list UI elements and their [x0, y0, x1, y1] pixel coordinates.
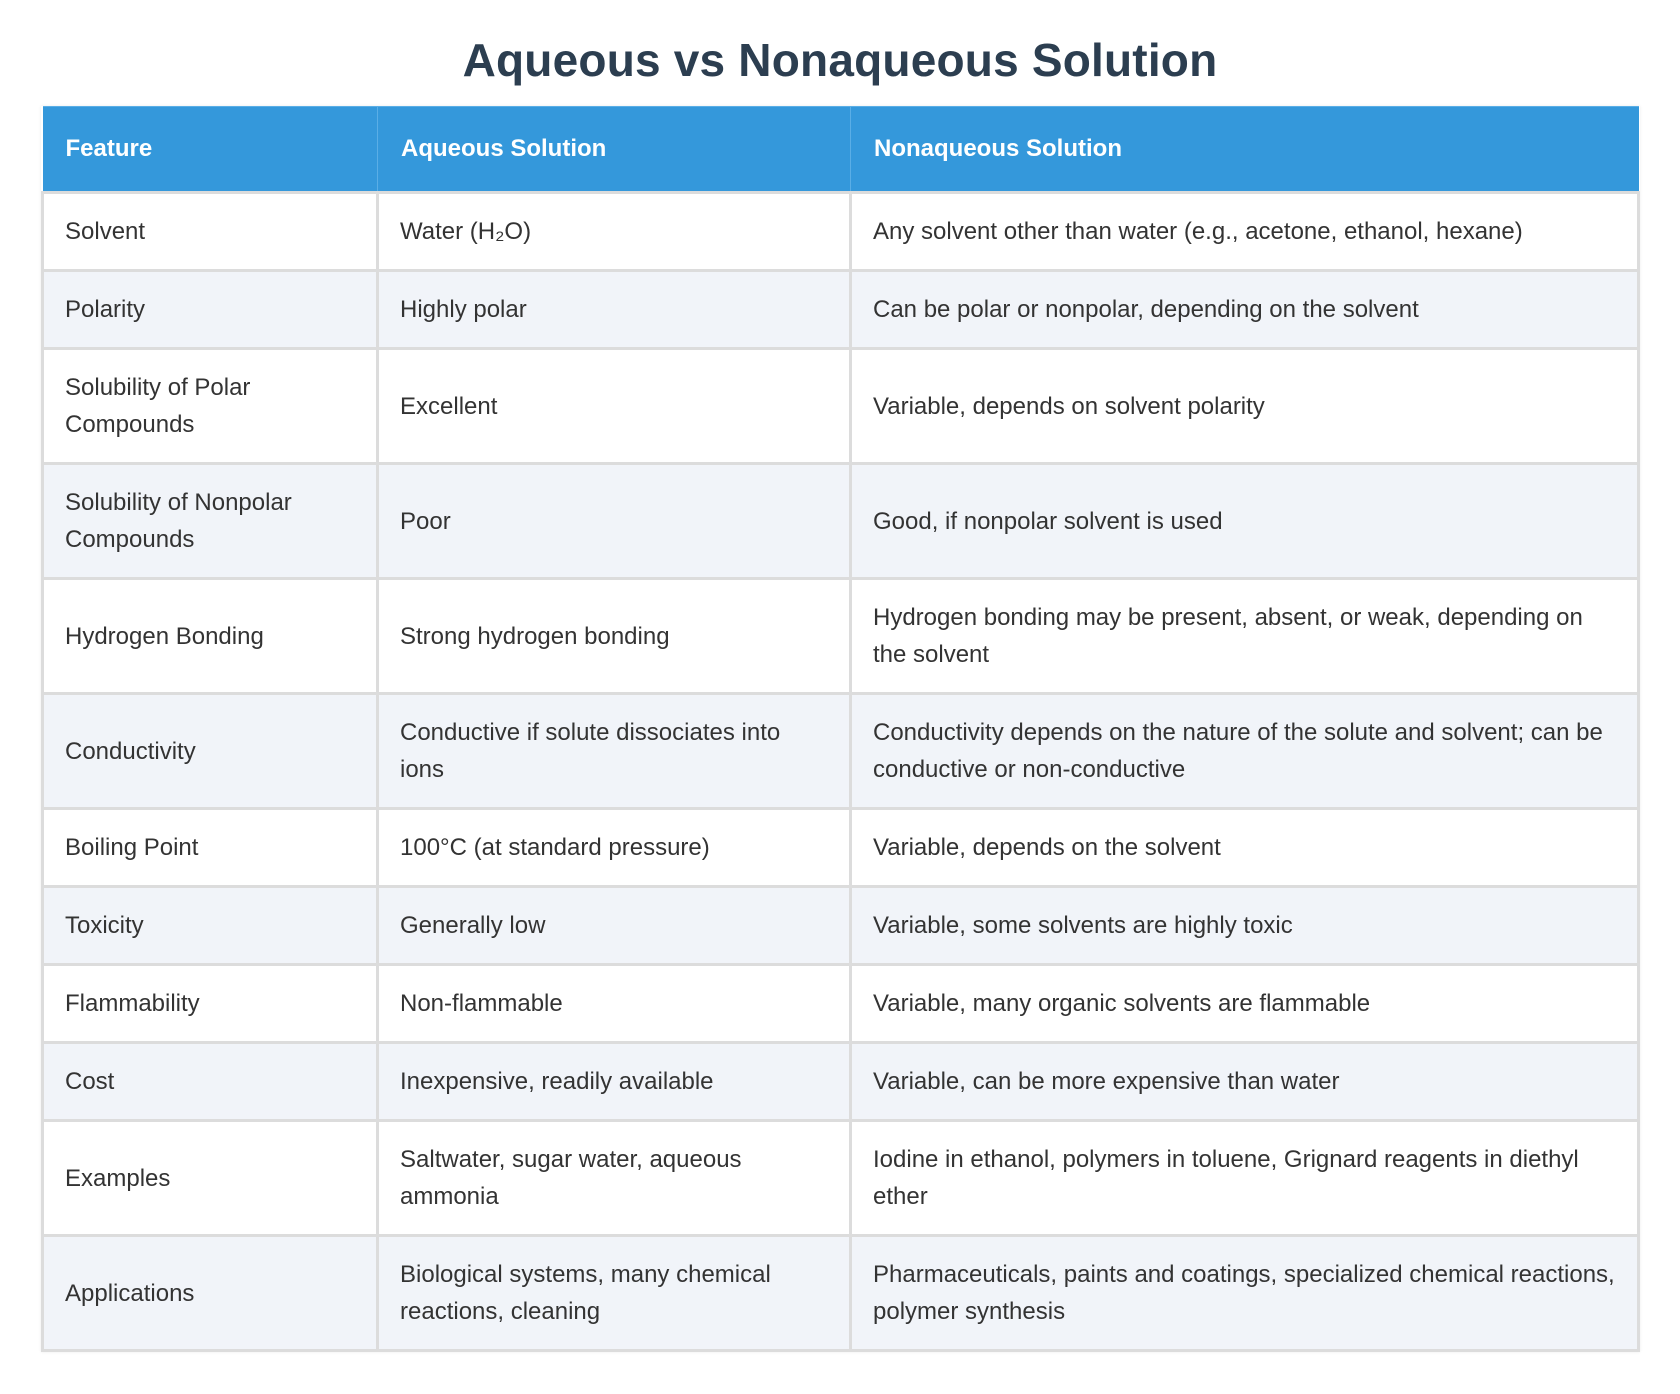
- cell-feature: Toxicity: [43, 887, 378, 965]
- table-row: [43, 1043, 1639, 1121]
- cell-feature: Conductivity: [43, 694, 378, 809]
- cell-aqueous: Saltwater, sugar water, aqueous ammonia: [378, 1121, 851, 1236]
- table-header: [43, 107, 1639, 193]
- cell-nonaqueous: Variable, some solvents are highly toxic: [851, 887, 1639, 965]
- table-row: [43, 193, 1639, 271]
- cell-aqueous: Poor: [378, 464, 851, 579]
- header-feature: Feature: [43, 107, 378, 193]
- header-row: [43, 107, 1639, 193]
- table-row: [43, 809, 1639, 887]
- cell-aqueous: Generally low: [378, 887, 851, 965]
- cell-nonaqueous: Any solvent other than water (e.g., acetone, ethanol, hexane): [851, 193, 1639, 271]
- page-title: Aqueous vs Nonaqueous Solution: [462, 34, 1218, 86]
- comparison-table: [41, 106, 1640, 1352]
- table-row: [43, 579, 1639, 694]
- cell-feature: Solubility of Nonpolar Compounds: [43, 464, 378, 579]
- cell-nonaqueous: Pharmaceuticals, paints and coatings, specialized chemical reactions, polymer synthesis: [851, 1236, 1639, 1351]
- cell-nonaqueous: Iodine in ethanol, polymers in toluene, Grignard reagents in diethyl ether: [851, 1121, 1639, 1236]
- table-row: [43, 965, 1639, 1043]
- table-row: [43, 464, 1639, 579]
- table-row: [43, 694, 1639, 809]
- cell-feature: Solvent: [43, 193, 378, 271]
- cell-nonaqueous: Variable, depends on the solvent: [851, 809, 1639, 887]
- cell-nonaqueous: Good, if nonpolar solvent is used: [851, 464, 1639, 579]
- table-body: [43, 193, 1639, 1351]
- cell-aqueous: Non-flammable: [378, 965, 851, 1043]
- cell-feature: Flammability: [43, 965, 378, 1043]
- cell-nonaqueous: Conductivity depends on the nature of the solute and solvent; can be conductive or non-conductive: [851, 694, 1639, 809]
- table-row: [43, 1121, 1639, 1236]
- header-nonaqueous: Nonaqueous Solution: [851, 107, 1639, 193]
- cell-nonaqueous: Variable, can be more expensive than water: [851, 1043, 1639, 1121]
- cell-aqueous: Conductive if solute dissociates into ions: [378, 694, 851, 809]
- cell-feature: Applications: [43, 1236, 378, 1351]
- cell-aqueous: 100°C (at standard pressure): [378, 809, 851, 887]
- cell-aqueous: Biological systems, many chemical reactions, cleaning: [378, 1236, 851, 1351]
- cell-aqueous: Strong hydrogen bonding: [378, 579, 851, 694]
- cell-feature: Solubility of Polar Compounds: [43, 349, 378, 464]
- cell-aqueous: Inexpensive, readily available: [378, 1043, 851, 1121]
- cell-aqueous: Water (H₂O): [378, 193, 851, 271]
- table-row: [43, 1236, 1639, 1351]
- cell-nonaqueous: Hydrogen bonding may be present, absent, or weak, depending on the solvent: [851, 579, 1639, 694]
- cell-feature: Cost: [43, 1043, 378, 1121]
- table-row: [43, 887, 1639, 965]
- cell-feature: Examples: [43, 1121, 378, 1236]
- cell-aqueous: Excellent: [378, 349, 851, 464]
- comparison-table-container: [41, 106, 1640, 1352]
- header-aqueous: Aqueous Solution: [378, 107, 851, 193]
- cell-feature: Boiling Point: [43, 809, 378, 887]
- cell-nonaqueous: Variable, many organic solvents are flammable: [851, 965, 1639, 1043]
- cell-nonaqueous: Variable, depends on solvent polarity: [851, 349, 1639, 464]
- cell-feature: Hydrogen Bonding: [43, 579, 378, 694]
- cell-aqueous: Highly polar: [378, 271, 851, 349]
- table-row: [43, 271, 1639, 349]
- cell-feature: Polarity: [43, 271, 378, 349]
- cell-nonaqueous: Can be polar or nonpolar, depending on the solvent: [851, 271, 1639, 349]
- table-row: [43, 349, 1639, 464]
